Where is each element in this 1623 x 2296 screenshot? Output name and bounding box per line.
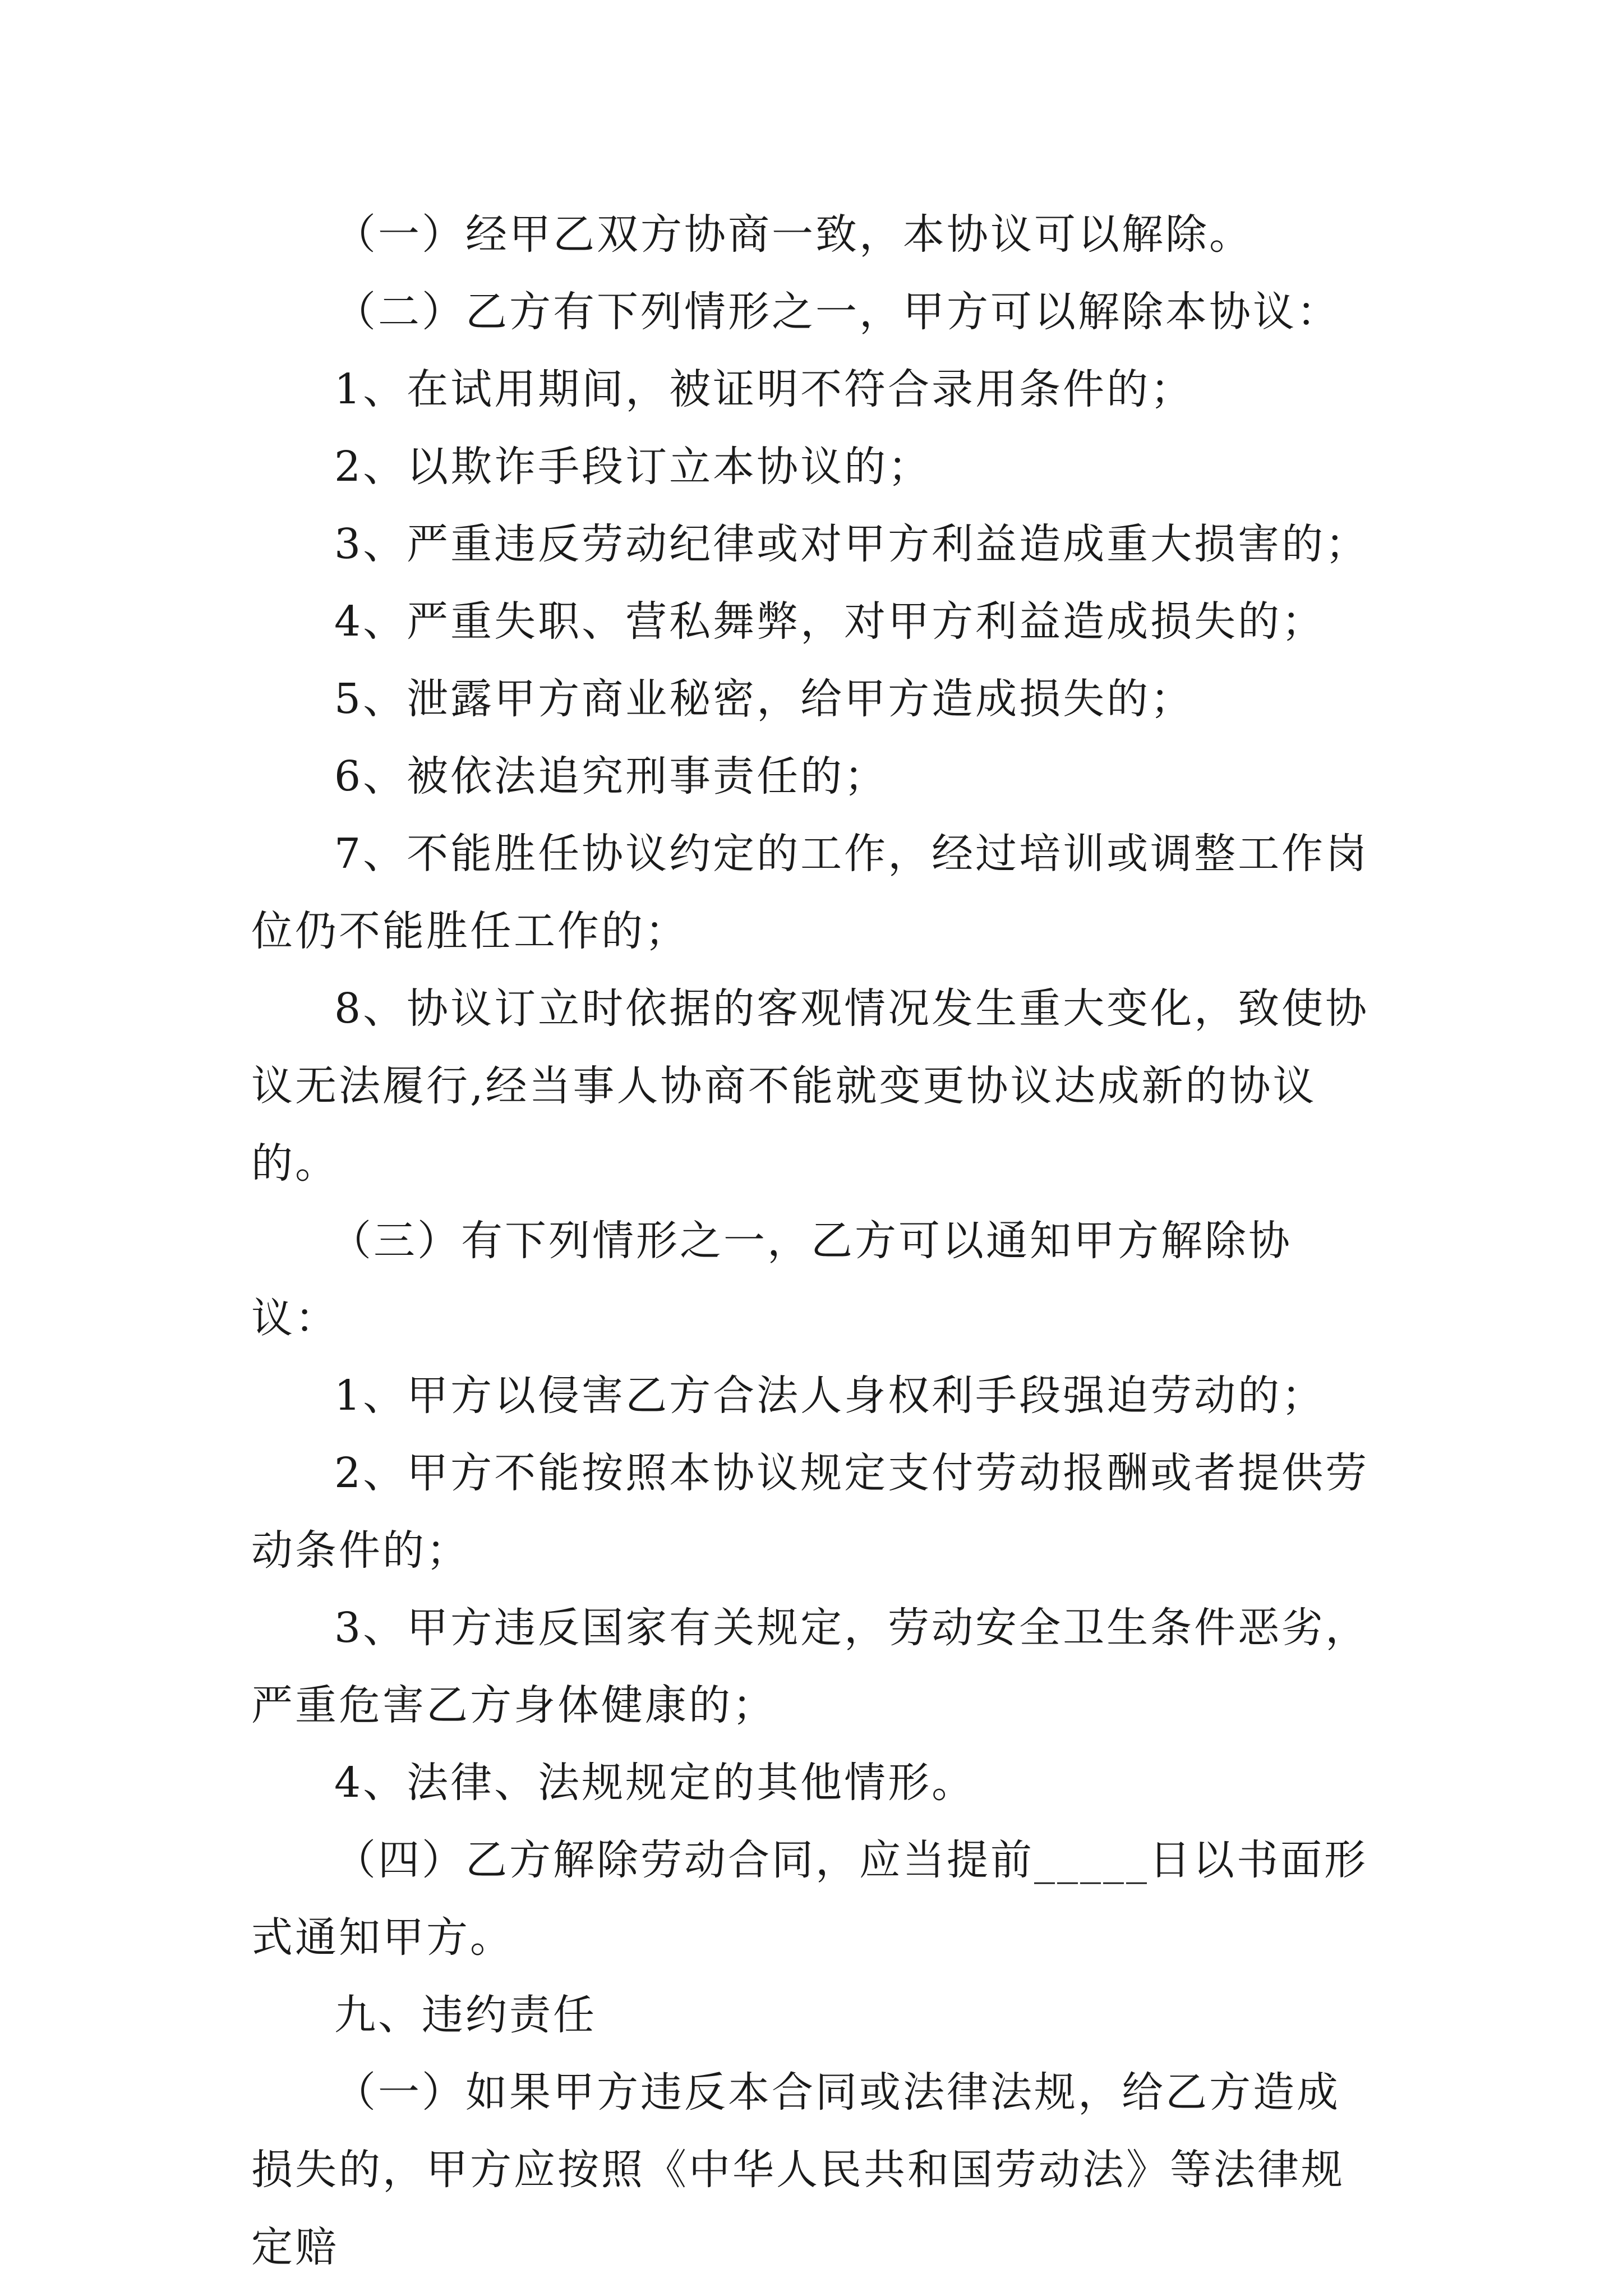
paragraph-item-forced-labor: 1、甲方以侵害乙方合法人身权利手段强迫劳动的； — [334, 1372, 1326, 1420]
contract-body-text — [251, 196, 1378, 2286]
paragraph-item-incompetence: 7、不能胜任协议约定的工作，经过培训或调整工作岗位仍不能胜任工作的； — [251, 830, 1370, 955]
paragraph-item-probation: 1、在试用期间，被证明不符合录用条件的； — [334, 365, 1195, 413]
paragraph-item-fraud: 2、以欺诈手段订立本协议的； — [334, 443, 932, 491]
paragraph-employee-termination-heading: （三）有下列情形之一，乙方可以通知甲方解除协议： — [251, 1217, 1292, 1342]
paragraph-item-other-circumstances: 4、法律、法规规定的其他情形。 — [334, 1759, 976, 1807]
paragraph-item-safety: 3、甲方违反国家有关规定，劳动安全卫生条件恶劣，严重危害乙方身体健康的； — [251, 1604, 1370, 1729]
paragraph-item-dereliction: 4、严重失职、营私舞弊，对甲方利益造成损失的； — [334, 597, 1326, 646]
paragraph-termination-by-agreement: （一）经甲乙双方协商一致，本协议可以解除。 — [334, 210, 1253, 259]
paragraph-employer-termination-heading: （二）乙方有下列情形之一，甲方可以解除本协议： — [334, 288, 1340, 336]
paragraph-item-criminal: 6、被依法追究刑事责任的； — [334, 752, 888, 800]
section-heading-liability: 九、违约责任 — [334, 1991, 597, 2039]
paragraph-notice-period: （四）乙方解除劳动合同，应当提前_____日以书面形式通知甲方。 — [251, 1836, 1368, 1962]
paragraph-employer-liability: （一）如果甲方违反本合同或法律法规，给乙方造成损失的，甲方应按照《中华人民共和国劳动法》等法律规定赔 — [251, 2068, 1345, 2271]
paragraph-item-discipline: 3、严重违反劳动纪律或对甲方利益造成重大损害的； — [334, 520, 1370, 568]
paragraph-item-payment-failure: 2、甲方不能按照本协议规定支付劳动报酬或者提供劳动条件的； — [251, 1449, 1370, 1575]
paragraph-item-circumstances-change: 8、协议订立时依据的客观情况发生重大变化，致使协议无法履行,经当事人协商不能就变更协议达成新的协议的。 — [251, 984, 1370, 1188]
paragraph-item-trade-secrets: 5、泄露甲方商业秘密，给甲方造成损失的； — [334, 675, 1195, 723]
